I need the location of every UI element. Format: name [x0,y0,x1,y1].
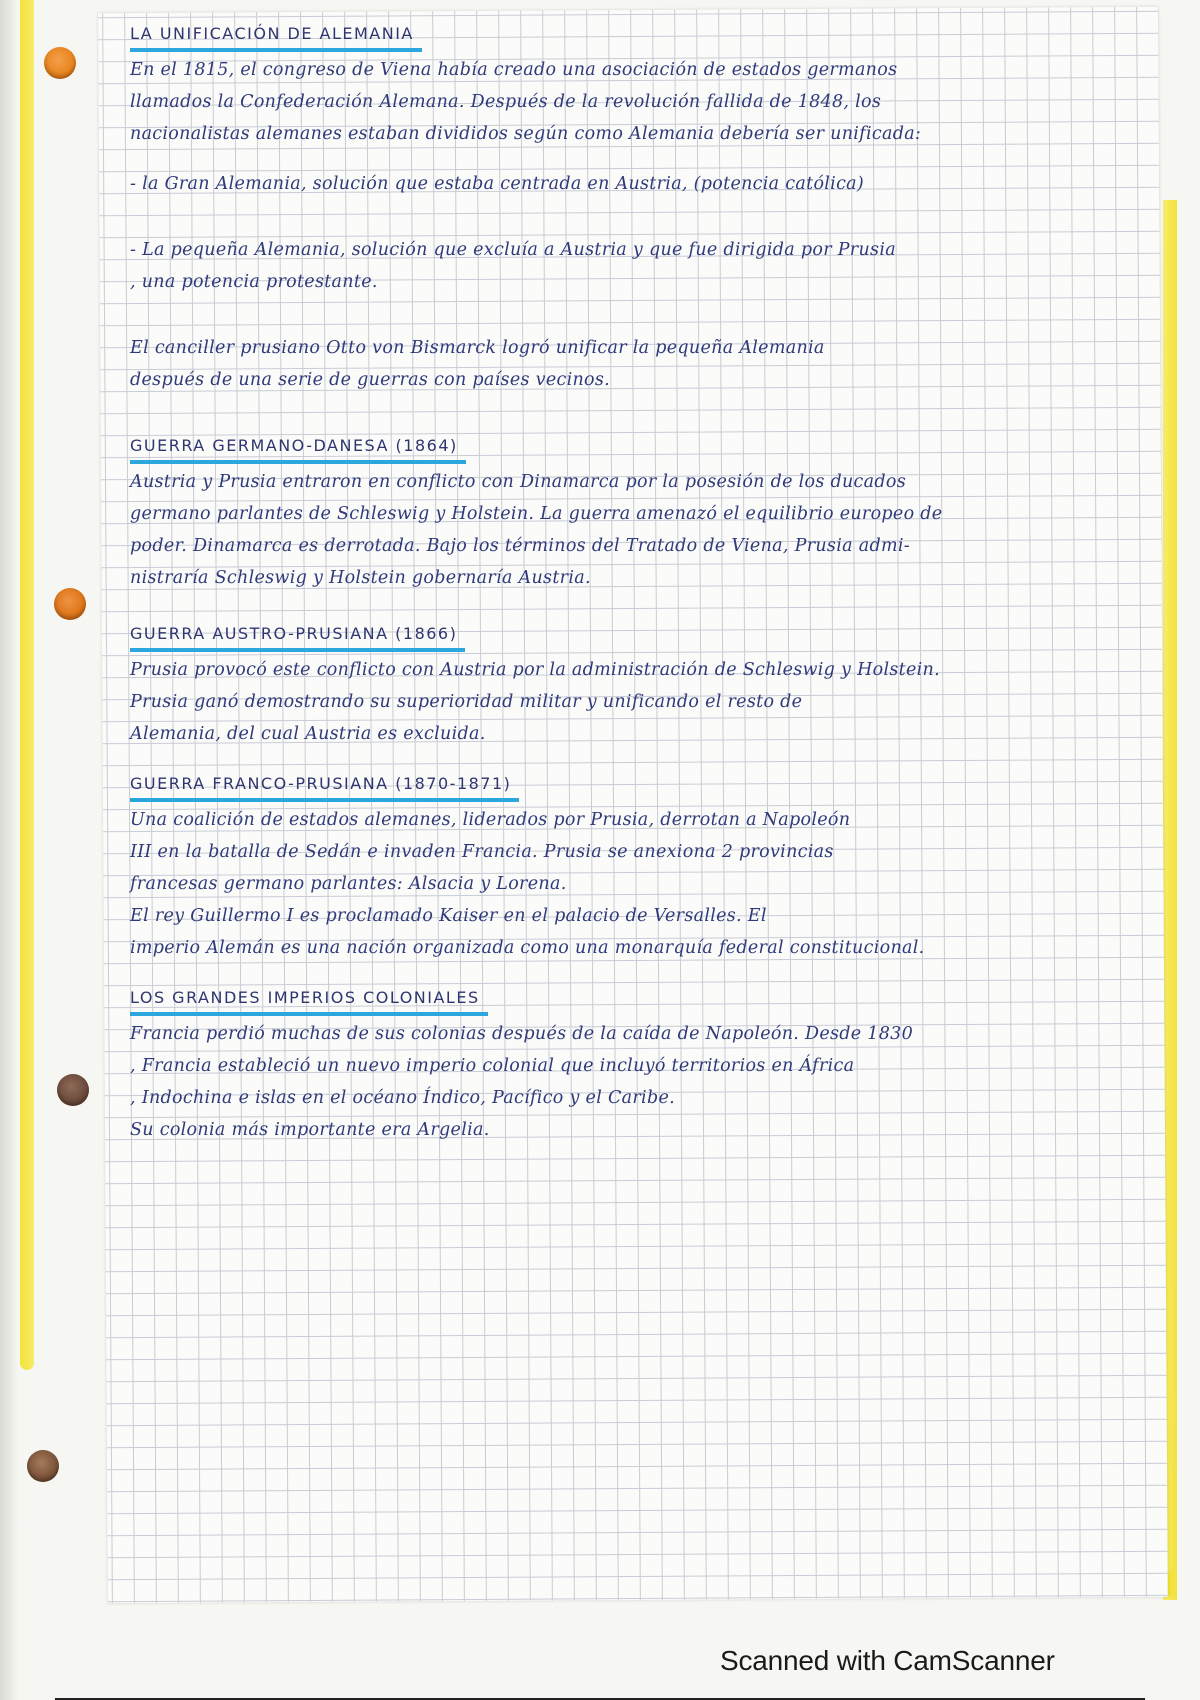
section-4-line: Su colonia más importante era Argelia. [130,1120,490,1140]
section-4-line: , Indochina e islas en el océano Índico, Pacífico y el Caribe. [130,1088,675,1108]
punch-hole-2 [54,588,86,620]
section-3-line: imperio Alemán es una nación organizada como una monarquía federal constitucional. [130,938,925,958]
section-1-line: germano parlantes de Schleswig y Holstein. La guerra amenazó el equilibrio europeo de [130,504,943,524]
bullet-pequena-alemania-line-2: , una potencia protestante. [130,272,378,292]
section-1-line: Austria y Prusia entraron en conflicto con Dinamarca por la posesión de los ducados [130,472,907,492]
punch-hole-4 [27,1450,59,1482]
section-4-line: Francia perdió muchas de sus colonias después de la caída de Napoleón. Desde 1830 [130,1024,914,1044]
scanner-watermark: Scanned with CamScanner [720,1645,1055,1676]
folder-edge-left [20,0,34,1370]
intro-line-1: En el 1815, el congreso de Viena había creado una asociación de estados germanos [130,60,898,80]
section-3-line: Una coalición de estados alemanes, liderados por Prusia, derrotan a Napoleón [130,810,851,830]
section-2-line: Prusia provocó este conflicto con Austria por la administración de Schleswig y Holstein. [130,660,940,680]
section-2-line: Alemania, del cual Austria es excluida. [130,724,486,744]
scan-edge [0,0,18,1700]
section-heading-austro-prusiana: GUERRA AUSTRO-PRUSIANA (1866) [130,621,465,652]
intro-line-2: llamados la Confederación Alemana. Después de la revolución fallida de 1848, los [130,92,882,112]
section-2-line: Prusia ganó demostrando su superioridad militar y unificando el resto de [130,692,803,712]
section-3-line: III en la batalla de Sedán e invaden Francia. Prusia se anexiona 2 provincias [130,842,834,862]
intro-line-3: nacionalistas alemanes estaban divididos según como Alemania debería ser unificada: [130,124,922,144]
bismarck-line-1: El canciller prusiano Otto von Bismarck logró unificar la pequeña Alemania [130,338,825,358]
notes-body [130,18,1140,1146]
section-heading-imperios-coloniales: LOS GRANDES IMPERIOS COLONIALES [130,985,488,1016]
bullet-pequena-alemania-line-1: - La pequeña Alemania, solución que excluía a Austria y que fue dirigida por Prusia [130,240,896,260]
section-3-line: francesas germano parlantes: Alsacia y Lorena. [130,874,567,894]
page-title: LA UNIFICACIÓN DE ALEMANIA [130,21,422,52]
section-heading-germano-danesa: GUERRA GERMANO-DANESA (1864) [130,433,466,464]
punch-hole-3 [57,1074,89,1106]
bullet-gran-alemania: - la Gran Alemania, solución que estaba centrada en Austria, (potencia católica) [130,174,865,194]
section-1-line: nistraría Schleswig y Holstein gobernaría Austria. [130,568,591,588]
section-4-line: , Francia estableció un nuevo imperio colonial que incluyó territorios en África [130,1056,855,1076]
bismarck-line-2: después de una serie de guerras con países vecinos. [130,370,611,390]
section-heading-franco-prusiana: GUERRA FRANCO-PRUSIANA (1870-1871) [130,771,519,802]
punch-hole-1 [44,47,76,79]
section-1-line: poder. Dinamarca es derrotada. Bajo los términos del Tratado de Viena, Prusia admi- [130,536,910,556]
section-3-line: El rey Guillermo I es proclamado Kaiser en el palacio de Versalles. El [130,906,767,926]
